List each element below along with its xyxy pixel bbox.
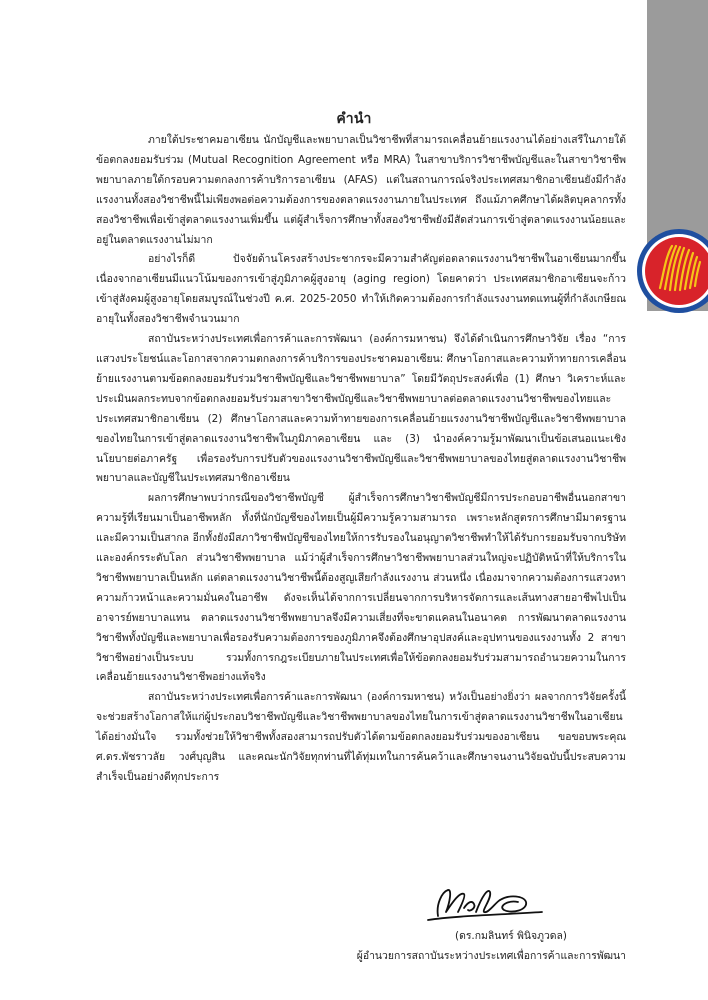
- signatory-name: (ดร.กมลินทร์ พินิจภูวดล): [455, 930, 567, 942]
- paragraph-1: ภายใต้ประชาคมอาเซียน นักบัญชีและพยาบาลเป็นวิชาชีพที่สามารถเคลื่อนย้ายแรงงานได้อย่างเสรีในภายใต้ข้อตกลงยอมรับร่วม (Mutual Recognition Agreement หรือ MRA) ในสาขาบริการวิชาชีพบัญชีและในสาขาวิชาชีพพยาบาลภายใต้กรอบความตกลงการค้าบริการอาเซียน (AFAS) แต่ในสถานการณ์จริงประเทศสมาชิกอาเซียนยังมีกำลังแรงงานทั้งสองวิชาชีพนี้ไม่เพียงพอต่อความต้องการของตลาดแรงงานภายในประเทศ ถึงแม้ภาคศึกษาได้ผลิตบุคลากรทั้งสองวิชาชีพเพื่อเข้าสู่ตลาดแรงงานเพิ่มขึ้น แต่ผู้สำเร็จการศึกษาทั้งสองวิชาชีพยังมีสัดส่วนการเข้าสู่ตลาดแรงงานน้อยและอยู่ในตลาดแรงงานไม่มาก: [96, 134, 626, 246]
- signature-icon: [424, 882, 550, 926]
- page-title: คำนำ: [336, 111, 372, 127]
- paragraph-4: ผลการศึกษาพบว่ากรณีของวิชาชีพบัญชี ผู้สำเร็จการศึกษาวิชาชีพบัญชีมีการประกอบอาชีพอื่นนอกสาขาความรู้ที่เรียนมาเป็นอาชีพหลัก ทั้งที่นักบัญชีของไทยเป็นผู้มีความรู้ความสามารถ เพราะหลักสูตรการศึกษามีมาตรฐานและมีความเป็นสากล อีกทั้งยังมีสภาวิชาชีพบัญชีของไทยให้การรับรองในอนุญาตวิชาชีพทำให้ได้รับการยอมรับจากบริษัทและองค์กรระดับโลก ส่วนวิชาชีพพยาบาล แม้ว่าผู้สำเร็จการศึกษาวิชาชีพพยาบาลส่วนใหญ่จะปฏิบัติหน้าที่ให้บริการในวิชาชีพพยาบาลเป็นหลัก แต่ตลาดแรงงานวิชาชีพนี้ต้องสูญเสียกำลังแรงงาน ส่วนหนึ่ง เนื่องมาจากความต้องการแสวงหาความก้าวหน้าและความมั่นคงในอาชีพ ดังจะเห็นได้จากการเปลี่ยนจากการบริหารจัดการและเส้นทางสายอาชีพไปเป็นอาจารย์พยาบาลแทน ตลาดแรงงานวิชาชีพพยาบาลจึงมีความเสี่ยงที่จะขาดแคลนในอนาคต การพัฒนาตลาดแรงงานวิชาชีพทั้งบัญชีและพยาบาลเพื่อรองรับความต้องการของภูมิภาคจึงต้องศึกษาอุปสงค์และอุปทานของแรงงานทั้ง 2 สาขาวิชาชีพอย่างเป็นระบบ รวมทั้งการกฎระเบียบภายในประเทศเพื่อให้ข้อตกลงยอมรับร่วมสามารถอำนวยความในการเคลื่อนย้ายแรงงานวิชาชีพอย่างแท้จริง: [96, 492, 626, 684]
- foreword-body: [96, 131, 626, 788]
- asean-emblem-icon: [634, 226, 708, 316]
- paragraph-3: สถาบันระหว่างประเทศเพื่อการค้าและการพัฒนา (องค์การมหาชน) จึงได้ดำเนินการศึกษาวิจัย เรื่อง “การแสวงประโยชน์และโอกาสจากความตกลงการค้าบริการของประชาคมอาเซียน: ศึกษาโอกาสและความท้าทายการเคลื่อนย้ายแรงงานตามข้อตกลงยอมรับร่วมวิชาชีพบัญชีและวิชาชีพพยาบาล” โดยมีวัตถุประสงค์เพื่อ (1) ศึกษา วิเคราะห์และประเมินผลกระทบจากข้อตกลงยอมรับร่วมสาขาวิชาชีพบัญชีและวิชาชีพพยาบาลต่อตลาดแรงงานวิชาชีพของไทยและประเทศสมาชิกอาเซียน (2) ศึกษาโอกาสและความท้าทายของการเคลื่อนย้ายแรงงานวิชาชีพบัญชีและวิชาชีพพยาบาลของไทยในการเข้าสู่ตลาดแรงงานวิชาชีพในภูมิภาคอาเซียน และ (3) นำองค์ความรู้มาพัฒนาเป็นข้อเสนอแนะเชิงนโยบายต่อภาครัฐ เพื่อรองรับการปรับตัวของแรงงานวิชาชีพบัญชีและวิชาชีพพยาบาลของไทยสู่ตลาดแรงงานวิชาชีพพยาบาลและบัญชีในประเทศสมาชิกอาเซียน: [96, 333, 626, 485]
- paragraph-5: สถาบันระหว่างประเทศเพื่อการค้าและการพัฒนา (องค์การมหาชน) หวังเป็นอย่างยิ่งว่า ผลจากการวิจัยครั้งนี้จะช่วยสร้างโอกาสให้แก่ผู้ประกอบวิชาชีพบัญชีและวิชาชีพพยาบาลของไทยในการเข้าสู่ตลาดแรงงานวิชาชีพในอาเซียนได้อย่างมั่นใจ รวมทั้งช่วยให้วิชาชีพทั้งสองสามารถปรับตัวได้ตามข้อตกลงยอมรับร่วมของอาเซียน ขอขอบพระคุณ ศ.ดร.พัชราวลัย วงศ์บุญสิน และคณะนักวิจัยทุกท่านที่ได้ทุ่มเทในการค้นคว้าและศึกษาจนงานวิจัยฉบับนี้ประสบความสำเร็จเป็นอย่างดีทุกประการ: [96, 691, 626, 783]
- paragraph-2: อย่างไรก็ดี ปัจจัยด้านโครงสร้างประชากรจะมีความสำคัญต่อตลาดแรงงานวิชาชีพในอาเซียนมากขึ้น เนื่องจากอาเซียนมีแนวโน้มของการเข้าสู่ภูมิภาคผู้สูงอายุ (aging region) โดยคาดว่า ประเทศสมาชิกอาเซียนจะก้าวเข้าสู่สังคมผู้สูงอายุโดยสมบูรณ์ในช่วงปี ค.ศ. 2025-2050 ทำให้เกิดความต้องการกำลังแรงงานทดแทนผู้ที่กำลังเกษียณอายุในทั้งสองวิชาชีพจำนวนมาก: [96, 253, 626, 326]
- signatory-name-row: [0, 927, 626, 944]
- signatory-position: ผู้อำนวยการสถาบันระหว่างประเทศเพื่อการค้าและการพัฒนา: [356, 950, 626, 962]
